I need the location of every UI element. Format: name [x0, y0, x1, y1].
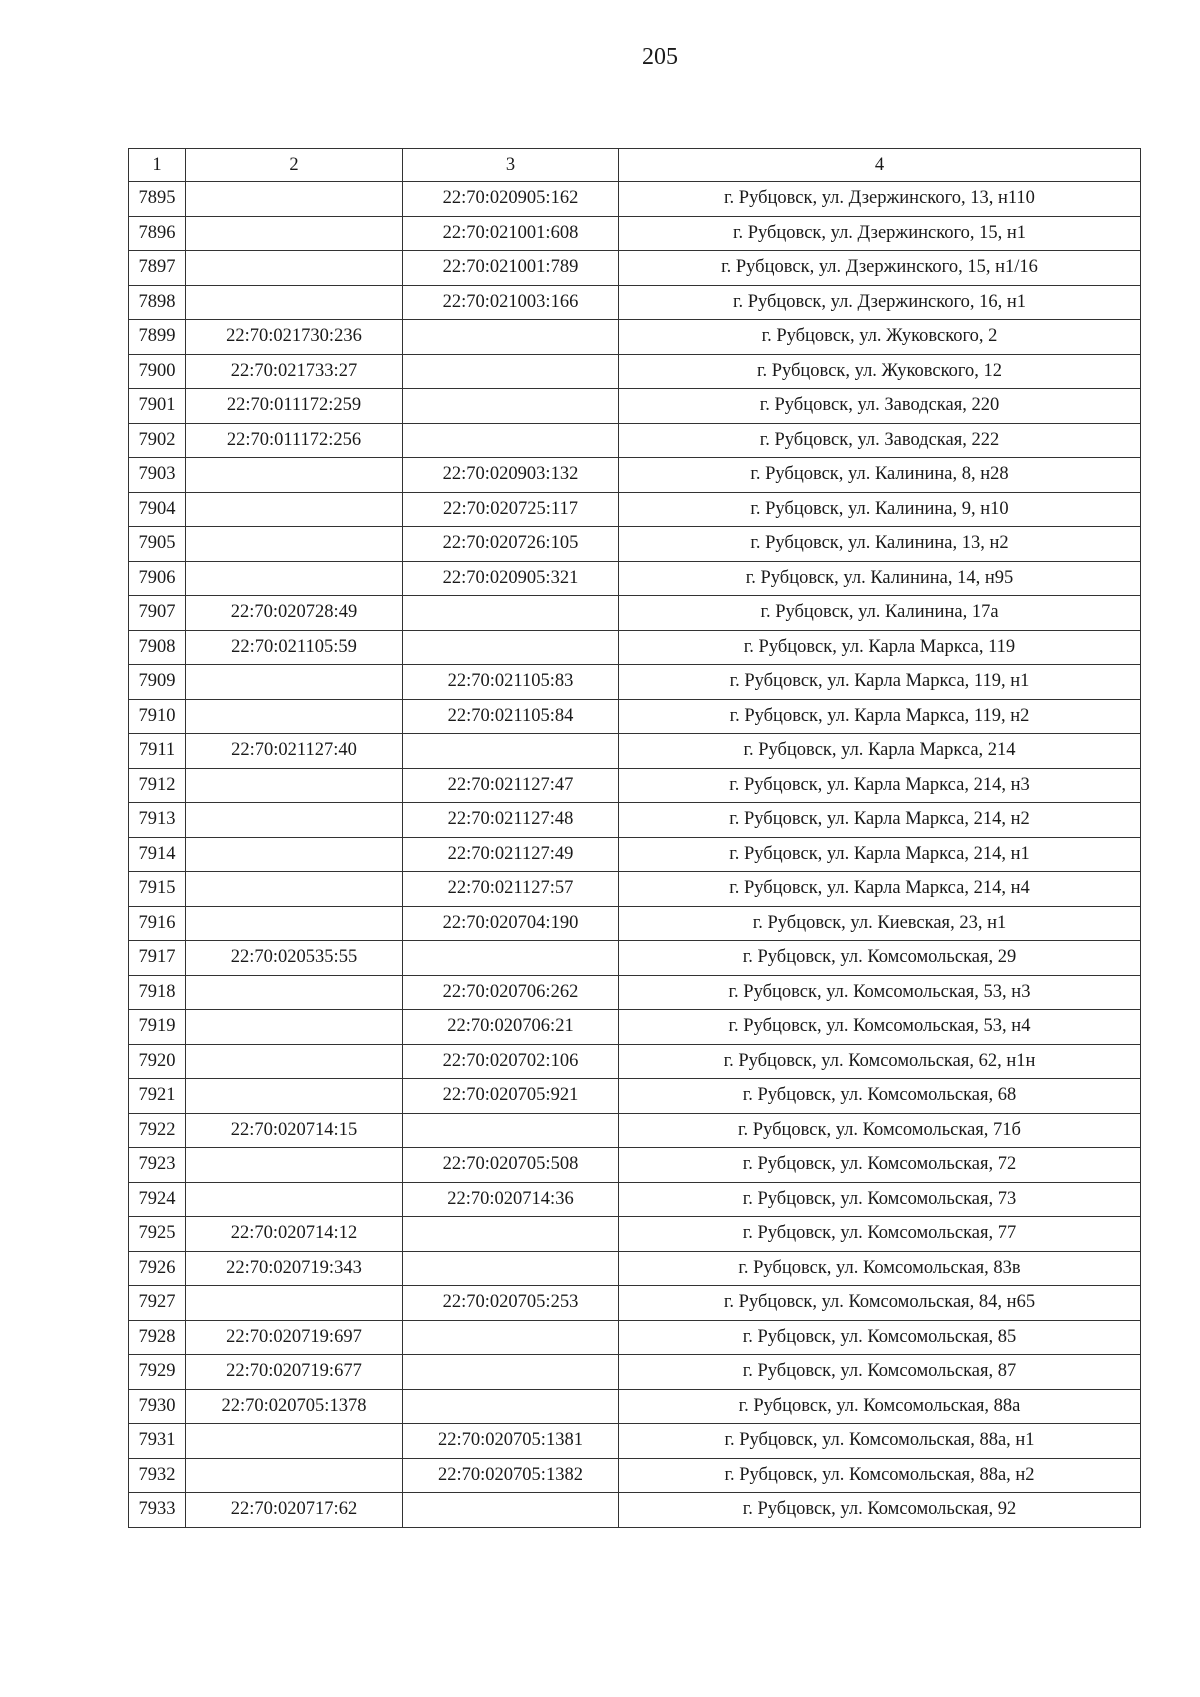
- cadastral-number-cell: 22:70:021127:57: [403, 872, 619, 907]
- cadastral-number-cell: [186, 182, 403, 217]
- table-row: [129, 458, 1141, 493]
- table-row: [129, 1113, 1141, 1148]
- cadastral-number-cell: 22:70:020705:1382: [403, 1458, 619, 1493]
- cadastral-number-cell: 22:70:020719:677: [186, 1355, 403, 1390]
- row-number-cell: 7906: [129, 561, 186, 596]
- table-row: [129, 1424, 1141, 1459]
- row-number-cell: 7928: [129, 1320, 186, 1355]
- address-cell: г. Рубцовск, ул. Заводская, 222: [619, 423, 1141, 458]
- row-number-cell: 7911: [129, 734, 186, 769]
- address-cell: г. Рубцовск, ул. Комсомольская, 62, н1н: [619, 1044, 1141, 1079]
- row-number-cell: 7913: [129, 803, 186, 838]
- address-cell: г. Рубцовск, ул. Карла Маркса, 214, н4: [619, 872, 1141, 907]
- cadastral-number-cell: [186, 1424, 403, 1459]
- cadastral-number-cell: [186, 1148, 403, 1183]
- row-number-cell: 7898: [129, 285, 186, 320]
- cadastral-number-cell: [186, 492, 403, 527]
- cadastral-number-cell: [186, 458, 403, 493]
- row-number-cell: 7899: [129, 320, 186, 355]
- table-row: [129, 1251, 1141, 1286]
- cadastral-number-cell: [186, 251, 403, 286]
- table-row: [129, 561, 1141, 596]
- cadastral-number-cell: [403, 423, 619, 458]
- row-number-cell: 7933: [129, 1493, 186, 1528]
- row-number-cell: 7908: [129, 630, 186, 665]
- address-cell: г. Рубцовск, ул. Заводская, 220: [619, 389, 1141, 424]
- address-cell: г. Рубцовск, ул. Дзержинского, 13, н110: [619, 182, 1141, 217]
- address-cell: г. Рубцовск, ул. Комсомольская, 68: [619, 1079, 1141, 1114]
- cadastral-number-cell: [403, 1251, 619, 1286]
- cadastral-number-cell: [403, 1113, 619, 1148]
- cadastral-number-cell: [403, 1355, 619, 1390]
- address-cell: г. Рубцовск, ул. Карла Маркса, 214, н2: [619, 803, 1141, 838]
- row-number-cell: 7904: [129, 492, 186, 527]
- address-cell: г. Рубцовск, ул. Комсомольская, 71б: [619, 1113, 1141, 1148]
- cadastral-number-cell: 22:70:020705:1378: [186, 1389, 403, 1424]
- table-row: [129, 1355, 1141, 1390]
- cadastral-number-cell: [403, 630, 619, 665]
- cadastral-number-cell: [186, 1458, 403, 1493]
- address-cell: г. Рубцовск, ул. Комсомольская, 77: [619, 1217, 1141, 1252]
- address-cell: г. Рубцовск, ул. Калинина, 8, н28: [619, 458, 1141, 493]
- cadastral-number-cell: [186, 665, 403, 700]
- address-cell: г. Рубцовск, ул. Комсомольская, 73: [619, 1182, 1141, 1217]
- cadastral-number-cell: 22:70:020705:1381: [403, 1424, 619, 1459]
- cadastral-number-cell: 22:70:020719:343: [186, 1251, 403, 1286]
- row-number-cell: 7927: [129, 1286, 186, 1321]
- address-cell: г. Рубцовск, ул. Комсомольская, 85: [619, 1320, 1141, 1355]
- cadastral-number-cell: 22:70:021105:83: [403, 665, 619, 700]
- address-cell: г. Рубцовск, ул. Комсомольская, 92: [619, 1493, 1141, 1528]
- table-row: [129, 1458, 1141, 1493]
- cadastral-number-cell: 22:70:020728:49: [186, 596, 403, 631]
- cadastral-number-cell: [186, 1044, 403, 1079]
- cadastral-number-cell: 22:70:020705:253: [403, 1286, 619, 1321]
- table-row: [129, 975, 1141, 1010]
- row-number-cell: 7897: [129, 251, 186, 286]
- row-number-cell: 7903: [129, 458, 186, 493]
- address-cell: г. Рубцовск, ул. Дзержинского, 15, н1: [619, 216, 1141, 251]
- table-row: [129, 1389, 1141, 1424]
- cadastral-number-cell: [186, 872, 403, 907]
- cadastral-number-cell: [403, 941, 619, 976]
- cadastral-number-cell: 22:70:020719:697: [186, 1320, 403, 1355]
- cadastral-number-cell: 22:70:021127:40: [186, 734, 403, 769]
- page-number: 205: [642, 44, 678, 70]
- table-row: [129, 630, 1141, 665]
- row-number-cell: 7929: [129, 1355, 186, 1390]
- cadastral-number-cell: 22:70:021127:49: [403, 837, 619, 872]
- row-number-cell: 7922: [129, 1113, 186, 1148]
- cadastral-number-cell: 22:70:021001:608: [403, 216, 619, 251]
- table-row: [129, 389, 1141, 424]
- table-row: [129, 906, 1141, 941]
- header-cell: 3: [403, 149, 619, 182]
- address-cell: г. Рубцовск, ул. Дзержинского, 16, н1: [619, 285, 1141, 320]
- cadastral-number-cell: 22:70:020714:12: [186, 1217, 403, 1252]
- row-number-cell: 7910: [129, 699, 186, 734]
- table-row: [129, 1217, 1141, 1252]
- address-cell: г. Рубцовск, ул. Комсомольская, 72: [619, 1148, 1141, 1183]
- cadastral-number-cell: [403, 354, 619, 389]
- row-number-cell: 7923: [129, 1148, 186, 1183]
- cadastral-number-cell: [403, 1217, 619, 1252]
- row-number-cell: 7920: [129, 1044, 186, 1079]
- address-cell: г. Рубцовск, ул. Карла Маркса, 119, н1: [619, 665, 1141, 700]
- table-row: [129, 251, 1141, 286]
- cadastral-number-cell: [186, 768, 403, 803]
- row-number-cell: 7917: [129, 941, 186, 976]
- address-cell: г. Рубцовск, ул. Комсомольская, 53, н4: [619, 1010, 1141, 1045]
- cadastral-number-cell: 22:70:020717:62: [186, 1493, 403, 1528]
- cadastral-number-cell: 22:70:011172:259: [186, 389, 403, 424]
- table-header-row: [129, 149, 1141, 182]
- header-cell: 2: [186, 149, 403, 182]
- address-cell: г. Рубцовск, ул. Комсомольская, 88а, н2: [619, 1458, 1141, 1493]
- cadastral-number-cell: 22:70:020705:508: [403, 1148, 619, 1183]
- table-row: [129, 1493, 1141, 1528]
- row-number-cell: 7915: [129, 872, 186, 907]
- row-number-cell: 7918: [129, 975, 186, 1010]
- cadastral-number-cell: 22:70:021105:84: [403, 699, 619, 734]
- row-number-cell: 7932: [129, 1458, 186, 1493]
- address-cell: г. Рубцовск, ул. Карла Маркса, 214, н3: [619, 768, 1141, 803]
- row-number-cell: 7902: [129, 423, 186, 458]
- registry-table: [128, 148, 1141, 1528]
- address-cell: г. Рубцовск, ул. Комсомольская, 87: [619, 1355, 1141, 1390]
- cadastral-number-cell: 22:70:020704:190: [403, 906, 619, 941]
- table-row: [129, 1286, 1141, 1321]
- table-row: [129, 1079, 1141, 1114]
- row-number-cell: 7921: [129, 1079, 186, 1114]
- cadastral-number-cell: 22:70:020706:262: [403, 975, 619, 1010]
- table-row: [129, 1320, 1141, 1355]
- cadastral-number-cell: [403, 1320, 619, 1355]
- cadastral-number-cell: 22:70:020705:921: [403, 1079, 619, 1114]
- cadastral-number-cell: [186, 1010, 403, 1045]
- row-number-cell: 7901: [129, 389, 186, 424]
- cadastral-number-cell: [186, 699, 403, 734]
- cadastral-number-cell: 22:70:020702:106: [403, 1044, 619, 1079]
- address-cell: г. Рубцовск, ул. Калинина, 13, н2: [619, 527, 1141, 562]
- cadastral-number-cell: 22:70:020535:55: [186, 941, 403, 976]
- table-row: [129, 941, 1141, 976]
- row-number-cell: 7931: [129, 1424, 186, 1459]
- cadastral-number-cell: 22:70:011172:256: [186, 423, 403, 458]
- cadastral-number-cell: 22:70:021127:48: [403, 803, 619, 838]
- row-number-cell: 7925: [129, 1217, 186, 1252]
- cadastral-number-cell: [403, 596, 619, 631]
- cadastral-number-cell: [186, 1079, 403, 1114]
- row-number-cell: 7919: [129, 1010, 186, 1045]
- address-cell: г. Рубцовск, ул. Калинина, 14, н95: [619, 561, 1141, 596]
- row-number-cell: 7905: [129, 527, 186, 562]
- address-cell: г. Рубцовск, ул. Калинина, 17а: [619, 596, 1141, 631]
- table-row: [129, 1182, 1141, 1217]
- table-row: [129, 699, 1141, 734]
- table-row: [129, 872, 1141, 907]
- address-cell: г. Рубцовск, ул. Карла Маркса, 119, н2: [619, 699, 1141, 734]
- cadastral-number-cell: [186, 803, 403, 838]
- address-cell: г. Рубцовск, ул. Комсомольская, 84, н65: [619, 1286, 1141, 1321]
- address-cell: г. Рубцовск, ул. Комсомольская, 29: [619, 941, 1141, 976]
- cadastral-number-cell: 22:70:021730:236: [186, 320, 403, 355]
- cadastral-number-cell: [186, 906, 403, 941]
- address-cell: г. Рубцовск, ул. Дзержинского, 15, н1/16: [619, 251, 1141, 286]
- address-cell: г. Рубцовск, ул. Комсомольская, 83в: [619, 1251, 1141, 1286]
- row-number-cell: 7896: [129, 216, 186, 251]
- cadastral-number-cell: 22:70:020905:162: [403, 182, 619, 217]
- table-row: [129, 1148, 1141, 1183]
- address-cell: г. Рубцовск, ул. Жуковского, 12: [619, 354, 1141, 389]
- cadastral-number-cell: [186, 1286, 403, 1321]
- cadastral-number-cell: 22:70:021001:789: [403, 251, 619, 286]
- row-number-cell: 7912: [129, 768, 186, 803]
- cadastral-number-cell: 22:70:021003:166: [403, 285, 619, 320]
- table-row: [129, 596, 1141, 631]
- table-row: [129, 734, 1141, 769]
- row-number-cell: 7916: [129, 906, 186, 941]
- cadastral-number-cell: 22:70:020726:105: [403, 527, 619, 562]
- cadastral-number-cell: 22:70:021105:59: [186, 630, 403, 665]
- table-row: [129, 320, 1141, 355]
- cadastral-number-cell: 22:70:020725:117: [403, 492, 619, 527]
- cadastral-number-cell: 22:70:020706:21: [403, 1010, 619, 1045]
- header-cell: 4: [619, 149, 1141, 182]
- row-number-cell: 7914: [129, 837, 186, 872]
- table-row: [129, 803, 1141, 838]
- address-cell: г. Рубцовск, ул. Калинина, 9, н10: [619, 492, 1141, 527]
- cadastral-number-cell: 22:70:021733:27: [186, 354, 403, 389]
- cadastral-number-cell: 22:70:020714:36: [403, 1182, 619, 1217]
- row-number-cell: 7924: [129, 1182, 186, 1217]
- cadastral-number-cell: 22:70:020714:15: [186, 1113, 403, 1148]
- cadastral-number-cell: [403, 1493, 619, 1528]
- cadastral-number-cell: [186, 975, 403, 1010]
- address-cell: г. Рубцовск, ул. Комсомольская, 88а: [619, 1389, 1141, 1424]
- table-row: [129, 354, 1141, 389]
- row-number-cell: 7900: [129, 354, 186, 389]
- address-cell: г. Рубцовск, ул. Карла Маркса, 119: [619, 630, 1141, 665]
- row-number-cell: 7895: [129, 182, 186, 217]
- cadastral-number-cell: [186, 285, 403, 320]
- cadastral-number-cell: [186, 527, 403, 562]
- row-number-cell: 7930: [129, 1389, 186, 1424]
- table-row: [129, 423, 1141, 458]
- header-cell: 1: [129, 149, 186, 182]
- cadastral-number-cell: [403, 1389, 619, 1424]
- address-cell: г. Рубцовск, ул. Жуковского, 2: [619, 320, 1141, 355]
- cadastral-number-cell: 22:70:020905:321: [403, 561, 619, 596]
- table-row: [129, 216, 1141, 251]
- row-number-cell: 7909: [129, 665, 186, 700]
- row-number-cell: 7907: [129, 596, 186, 631]
- table-row: [129, 1010, 1141, 1045]
- table-row: [129, 837, 1141, 872]
- cadastral-number-cell: [186, 216, 403, 251]
- row-number-cell: 7926: [129, 1251, 186, 1286]
- address-cell: г. Рубцовск, ул. Карла Маркса, 214, н1: [619, 837, 1141, 872]
- table-row: [129, 285, 1141, 320]
- cadastral-number-cell: 22:70:020903:132: [403, 458, 619, 493]
- address-cell: г. Рубцовск, ул. Киевская, 23, н1: [619, 906, 1141, 941]
- address-cell: г. Рубцовск, ул. Карла Маркса, 214: [619, 734, 1141, 769]
- cadastral-number-cell: [186, 561, 403, 596]
- address-cell: г. Рубцовск, ул. Комсомольская, 88а, н1: [619, 1424, 1141, 1459]
- table-row: [129, 492, 1141, 527]
- cadastral-number-cell: [403, 320, 619, 355]
- cadastral-number-cell: [403, 389, 619, 424]
- table-row: [129, 527, 1141, 562]
- table-row: [129, 768, 1141, 803]
- cadastral-number-cell: [186, 1182, 403, 1217]
- table-row: [129, 665, 1141, 700]
- cadastral-number-cell: [403, 734, 619, 769]
- cadastral-number-cell: [186, 837, 403, 872]
- address-cell: г. Рубцовск, ул. Комсомольская, 53, н3: [619, 975, 1141, 1010]
- table-row: [129, 1044, 1141, 1079]
- table-row: [129, 182, 1141, 217]
- cadastral-number-cell: 22:70:021127:47: [403, 768, 619, 803]
